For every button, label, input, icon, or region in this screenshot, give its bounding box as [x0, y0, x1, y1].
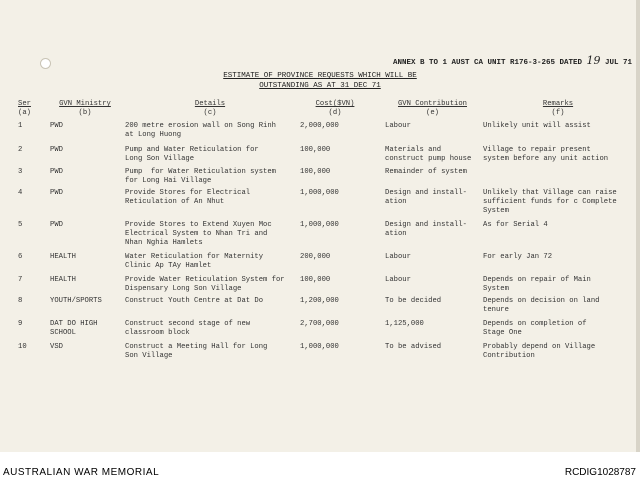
row-4-ministry: PWD [50, 189, 63, 197]
footer-source: AUSTRALIAN WAR MEMORIAL [3, 467, 160, 478]
row-2-details: Pump and Water Reticulation for [125, 146, 259, 154]
row-6-ministry: HEALTH [50, 253, 76, 261]
row-4-remarks: Unlikely that Village can raise [483, 189, 617, 197]
row-5-cost: 1,000,000 [300, 221, 339, 229]
annex-reference [393, 54, 632, 67]
row-9-details: classroom block [125, 329, 190, 337]
row-6-ser: 6 [18, 253, 23, 261]
column-subheader-remarks: (f) [551, 109, 565, 117]
column-header-remarks: Remarks [542, 100, 574, 108]
row-4-remarks: sufficient funds for c Complete [483, 198, 617, 206]
row-8-remarks: Depends on decision on land [483, 297, 600, 305]
row-4-remarks: System [483, 207, 509, 215]
row-7-contribution: Labour [385, 276, 411, 284]
row-2-contribution: construct pump house [385, 155, 472, 163]
row-9-remarks: Stage One [483, 329, 522, 337]
row-4-cost: 1,000,000 [300, 189, 339, 197]
column-subheader-ministry: (b) [78, 109, 92, 117]
row-4-contribution: ation [385, 198, 407, 206]
row-6-cost: 200,000 [300, 253, 331, 261]
punch-hole [40, 58, 51, 69]
row-9-details: Construct second stage of new [125, 320, 251, 328]
row-2-ser: 2 [18, 146, 23, 154]
row-1-ser: 1 [18, 122, 23, 130]
row-5-ministry: PWD [50, 221, 63, 229]
row-6-contribution: Labour [385, 253, 411, 261]
row-2-remarks: system before any unit action [483, 155, 609, 163]
row-2-contribution: Materials and [385, 146, 442, 154]
row-5-details: Provide Stores to Extend Xuyen Moc [125, 221, 272, 229]
row-1-cost: 2,000,000 [300, 122, 339, 130]
column-subheader-contribution: (e) [426, 109, 439, 117]
row-6-details: Clinic Ap TAy Hamlet [125, 262, 212, 270]
row-8-contribution: To be decided [385, 297, 442, 305]
row-8-details: Construct Youth Centre at Dat Do [125, 297, 264, 305]
row-2-cost: 100,000 [300, 146, 331, 154]
row-3-ser: 3 [18, 168, 23, 176]
row-2-ministry: PWD [50, 146, 63, 154]
row-1-contribution: Labour [385, 122, 411, 130]
row-8-remarks: tenure [483, 306, 509, 314]
row-1-remarks: Unlikely unit will assist [483, 122, 591, 130]
row-7-remarks: System [483, 285, 509, 293]
row-5-contribution: ation [385, 230, 407, 238]
annex-suffix: JUL 71 [600, 59, 633, 67]
row-1-details: at Long Huong [125, 131, 182, 139]
row-3-details: for Long Hai Village [125, 177, 212, 185]
column-header-details: Details [194, 100, 226, 108]
row-9-ministry: SCHOOL [50, 329, 76, 337]
row-4-ser: 4 [18, 189, 23, 197]
title-line-2: OUTSTANDING AS AT 31 DEC 71 [259, 82, 381, 90]
row-9-ser: 9 [18, 320, 23, 328]
row-7-ser: 7 [18, 276, 23, 284]
row-3-details: Pump for Water Reticulation system [125, 168, 276, 176]
row-7-details: Provide Water Reticulation System for [125, 276, 285, 284]
row-10-remarks: Contribution [483, 352, 535, 360]
title-line-1: ESTIMATE OF PROVINCE REQUESTS WHICH WILL BE [223, 72, 417, 80]
row-4-details: Provide Stores for Electrical [125, 189, 251, 197]
row-6-details: Water Reticulation for Maternity [125, 253, 264, 261]
row-1-ministry: PWD [50, 122, 63, 130]
row-10-details: Construct a Meeting Hall for Long [125, 343, 268, 351]
row-3-ministry: PWD [50, 168, 63, 176]
row-10-ser: 10 [18, 343, 27, 351]
row-3-contribution: Remainder of system [385, 168, 467, 176]
footer-id: RCDIG1028787 [564, 467, 636, 478]
row-6-remarks: For early Jan 72 [483, 253, 553, 261]
row-7-ministry: HEALTH [50, 276, 76, 284]
column-header-contribution: GVN Contribution [397, 100, 467, 108]
column-header-ser: Ser [18, 100, 31, 108]
row-5-ser: 5 [18, 221, 23, 229]
row-4-contribution: Design and install- [385, 189, 467, 197]
row-2-details: Long Son Village [125, 155, 195, 163]
row-9-contribution: 1,125,000 [385, 320, 424, 328]
column-header-cost: Cost($VN) [315, 100, 355, 108]
row-3-cost: 100,000 [300, 168, 331, 176]
row-5-remarks: As for Serial 4 [483, 221, 548, 229]
row-10-remarks: Probably depend on Village [483, 343, 596, 351]
row-10-ministry: VSD [50, 343, 63, 351]
row-7-remarks: Depends on repair of Main [483, 276, 591, 284]
row-10-details: Son Village [125, 352, 173, 360]
column-subheader-cost: (d) [328, 109, 342, 117]
row-7-cost: 100,000 [300, 276, 331, 284]
column-subheader-details: (c) [203, 109, 217, 117]
row-9-ministry: DAT DO HIGH [50, 320, 98, 328]
annex-prefix: ANNEX B TO 1 AUST CA UNIT R176-3-265 DATED [393, 59, 587, 67]
row-10-cost: 1,000,000 [300, 343, 339, 351]
row-8-cost: 1,200,000 [300, 297, 339, 305]
row-7-details: Dispensary Long Son Village [125, 285, 242, 293]
row-4-details: Reticulation of An Nhut [125, 198, 225, 206]
row-1-details: 200 metre erosion wall on Song Rinh [125, 122, 276, 130]
row-5-details: Electrical System to Nhan Tri and [125, 230, 268, 238]
page-edge [636, 0, 640, 452]
row-5-details: Nhan Nghia Hamlets [125, 239, 203, 247]
row-10-contribution: To be advised [385, 343, 442, 351]
column-subheader-ser: (a) [18, 109, 31, 117]
row-5-contribution: Design and install- [385, 221, 467, 229]
row-2-remarks: Village to repair present [483, 146, 591, 154]
row-9-remarks: Depends on completion of [483, 320, 587, 328]
row-8-ministry: YOUTH/SPORTS [50, 297, 102, 305]
annex-handwritten-day: 19 [586, 54, 601, 67]
column-header-ministry: GVN Ministry [59, 100, 111, 108]
row-8-ser: 8 [18, 297, 23, 305]
row-9-cost: 2,700,000 [300, 320, 339, 328]
